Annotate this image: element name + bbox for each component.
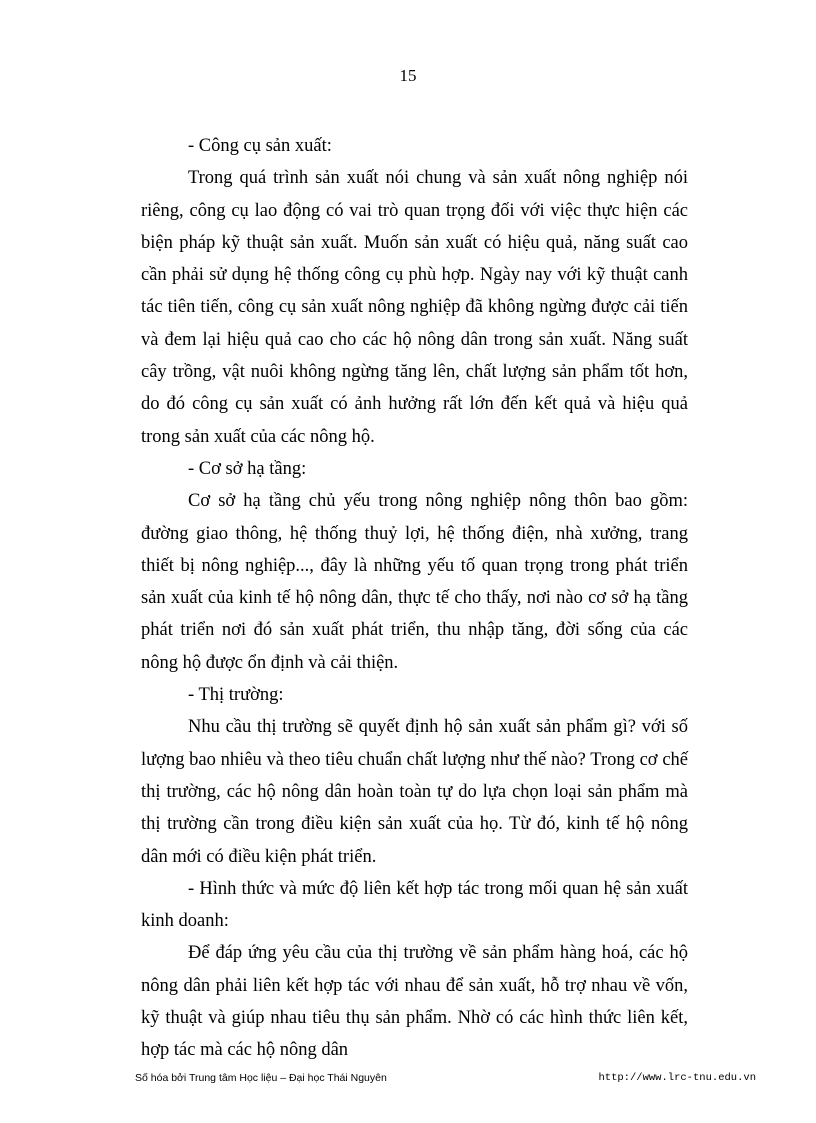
paragraph-lien-ket-hop-tac: Để đáp ứng yêu cầu của thị trường về sản phẩm hàng hoá, các hộ nông dân phải liên kết hợp tác với nhau để sản xuất, hỗ trợ nhau về vốn, kỹ thuật và giúp nhau tiêu thụ sản phẩm. Nhờ có các hình thức liên kết, hợp tác mà các hộ nông dân — [141, 943, 688, 1061]
heading-cong-cu-san-xuat: - Công cụ sản xuất: — [188, 136, 332, 156]
heading-thi-truong: - Thị trường: — [188, 685, 284, 706]
document-body — [141, 130, 688, 1067]
page-number: 15 — [399, 66, 417, 85]
heading-co-so-ha-tang: - Cơ sở hạ tầng: — [188, 458, 307, 479]
footer-source: Số hóa bởi Trung tâm Học liệu – Đại học Thái Nguyên — [135, 1072, 387, 1084]
footer-url: http://www.lrc-tnu.edu.vn — [598, 1072, 756, 1084]
heading-lien-ket-hop-tac: - Hình thức và mức độ liên kết hợp tác trong mối quan hệ sản xuất kinh doanh: — [141, 878, 688, 932]
paragraph-thi-truong: Nhu cầu thị trường sẽ quyết định hộ sản xuất sản phẩm gì? với số lượng bao nhiêu và theo tiêu chuẩn chất lượng như thế nào? Trong cơ chế thị trường, các hộ nông dân hoàn toàn tự do lựa chọn loại sản phẩm mà thị trường cần trong điều kiện sản xuất của họ. Từ đó, kinh tế hộ nông dân mới có điều kiện phát triển. — [141, 717, 688, 867]
paragraph-cong-cu-san-xuat: Trong quá trình sản xuất nói chung và sản xuất nông nghiệp nói riêng, công cụ lao động có vai trò quan trọng đối với việc thực hiện các biện pháp kỹ thuật sản xuất. Muốn sản xuất có hiệu quả, năng suất cao cần phải sử dụng hệ thống công cụ phù hợp. Ngày nay với kỹ thuật canh tác tiên tiến, công cụ sản xuất nông nghiệp đã không ngừng được cải tiến và đem lại hiệu quả cao cho các hộ nông dân trong sản xuất. Năng suất cây trồng, vật nuôi không ngừng tăng lên, chất lượng sản phẩm tốt hơn, do đó công cụ sản xuất có ảnh hưởng rất lớn đến kết quả và hiệu quả trong sản xuất của các nông hộ. — [141, 168, 688, 447]
paragraph-co-so-ha-tang: Cơ sở hạ tầng chủ yếu trong nông nghiệp nông thôn bao gồm: đường giao thông, hệ thống thuỷ lợi, hệ thống điện, nhà xưởng, trang thiết bị nông nghiệp..., đây là những yếu tố quan trọng trong phát triển sản xuất của kinh tế hộ nông dân, thực tế cho thấy, nơi nào cơ sở hạ tầng phát triển nơi đó sản xuất phát triển, thu nhập tăng, đời sống của các nông hộ được ổn định và cải thiện. — [141, 491, 688, 673]
